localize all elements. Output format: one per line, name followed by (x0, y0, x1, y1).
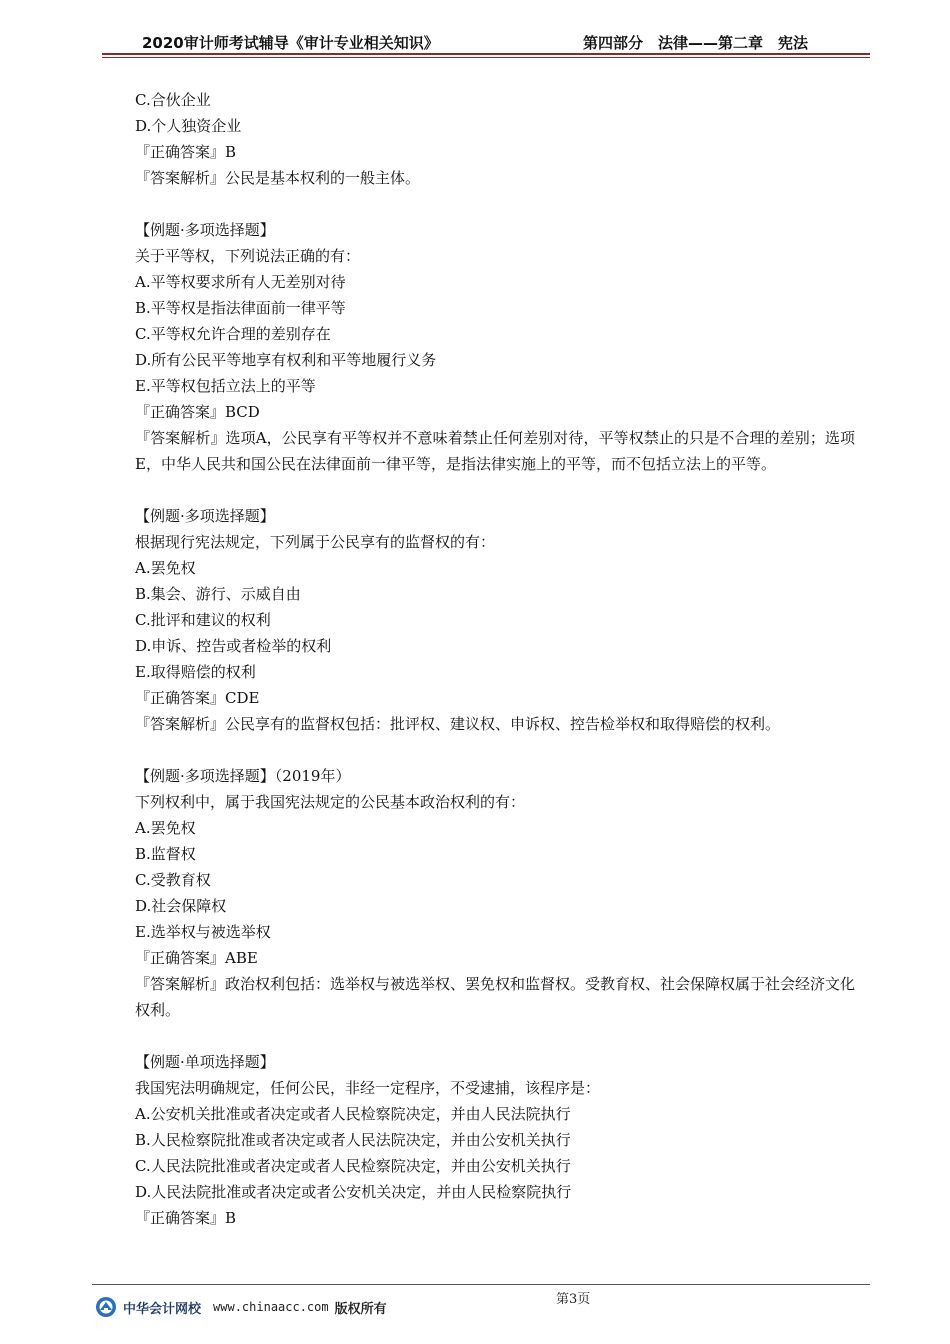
question-stem: 下列权利中，属于我国宪法规定的公民基本政治权利的有： (135, 793, 526, 811)
document-body (135, 87, 855, 1231)
answer-analysis: 『答案解析』选项A，公民享有平等权并不意味着禁止任何差别对待，平等权禁止的只是不合理的差别；选项E，中华人民共和国公民在法律面前一律平等，是指法律实施上的平等，而不包括立法上的平等。 (135, 429, 855, 473)
page-number: 第3页 (556, 1292, 591, 1307)
option-d: D.人民法院批准或者决定或者公安机关决定，并由人民检察院执行 (135, 1183, 572, 1201)
option-c: C.平等权允许合理的差别存在 (135, 325, 331, 343)
footer-brand (95, 1296, 387, 1318)
answer-analysis: 『答案解析』公民享有的监督权包括：批评权、建议权、申诉权、控告检举权和取得赔偿的权利。 (135, 715, 781, 733)
question-tag: 【例题·多项选择题】（2019年） (135, 767, 351, 785)
book-title: 2020审计师考试辅导《审计专业相关知识》 (142, 34, 439, 52)
correct-answer: 『正确答案』B (135, 1209, 237, 1227)
option-d: D.社会保障权 (135, 897, 227, 915)
option-e: E.平等权包括立法上的平等 (135, 377, 316, 395)
correct-answer: 『正确答案』CDE (135, 689, 260, 707)
header-divider (102, 53, 870, 55)
option-b: B.平等权是指法律面前一律平等 (135, 299, 346, 317)
option-c: C.批评和建议的权利 (135, 611, 271, 629)
question-tag: 【例题·多项选择题】 (135, 507, 275, 525)
brand-name: 中华会计网校 (123, 1301, 202, 1317)
option-e: E.取得赔偿的权利 (135, 663, 256, 681)
answer-analysis: 『答案解析』公民是基本权利的一般主体。 (135, 169, 421, 187)
option-a: A.平等权要求所有人无差别对待 (135, 273, 346, 291)
page-header (102, 30, 870, 54)
answer-analysis: 『答案解析』政治权利包括：选举权与被选举权、罢免权和监督权。受教育权、社会保障权属于社会经济文化权利。 (135, 975, 856, 1019)
option-b: B.监督权 (135, 845, 196, 863)
chapter-title: 第四部分 法律——第二章 宪法 (582, 34, 808, 52)
option-d: D.个人独资企业 (135, 117, 242, 135)
chinaacc-logo-icon (95, 1296, 117, 1318)
option-a: A.公安机关批准或者决定或者人民检察院决定，并由人民法院执行 (135, 1105, 571, 1123)
footer-divider (92, 1284, 870, 1285)
option-c: C.人民法院批准或者决定或者人民检察院决定，并由公安机关执行 (135, 1157, 571, 1175)
option-b: B.集会、游行、示威自由 (135, 585, 301, 603)
option-e: E.选举权与被选举权 (135, 923, 271, 941)
question-stem: 根据现行宪法规定，下列属于公民享有的监督权的有： (135, 533, 496, 551)
option-d: D.申诉、控告或者检举的权利 (135, 637, 332, 655)
question-tag: 【例题·多项选择题】 (135, 221, 275, 239)
option-b: B.人民检察院批准或者决定或者人民法院决定，并由公安机关执行 (135, 1131, 571, 1149)
copyright-text: 版权所有 (334, 1301, 387, 1317)
option-a: A.罢免权 (135, 819, 196, 837)
option-c: C.受教育权 (135, 871, 211, 889)
option-d: D.所有公民平等地享有权利和平等地履行义务 (135, 351, 437, 369)
correct-answer: 『正确答案』BCD (135, 403, 260, 421)
site-url[interactable]: www.chinaacc.com (213, 1300, 329, 1314)
question-stem: 关于平等权，下列说法正确的有： (135, 247, 361, 265)
question-tag: 【例题·单项选择题】 (135, 1053, 275, 1071)
correct-answer: 『正确答案』B (135, 143, 237, 161)
option-a: A.罢免权 (135, 559, 196, 577)
question-stem: 我国宪法明确规定，任何公民，非经一定程序，不受逮捕，该程序是： (135, 1079, 601, 1097)
header-divider-thin (102, 57, 870, 58)
option-c: C.合伙企业 (135, 91, 211, 109)
correct-answer: 『正确答案』ABE (135, 949, 258, 967)
